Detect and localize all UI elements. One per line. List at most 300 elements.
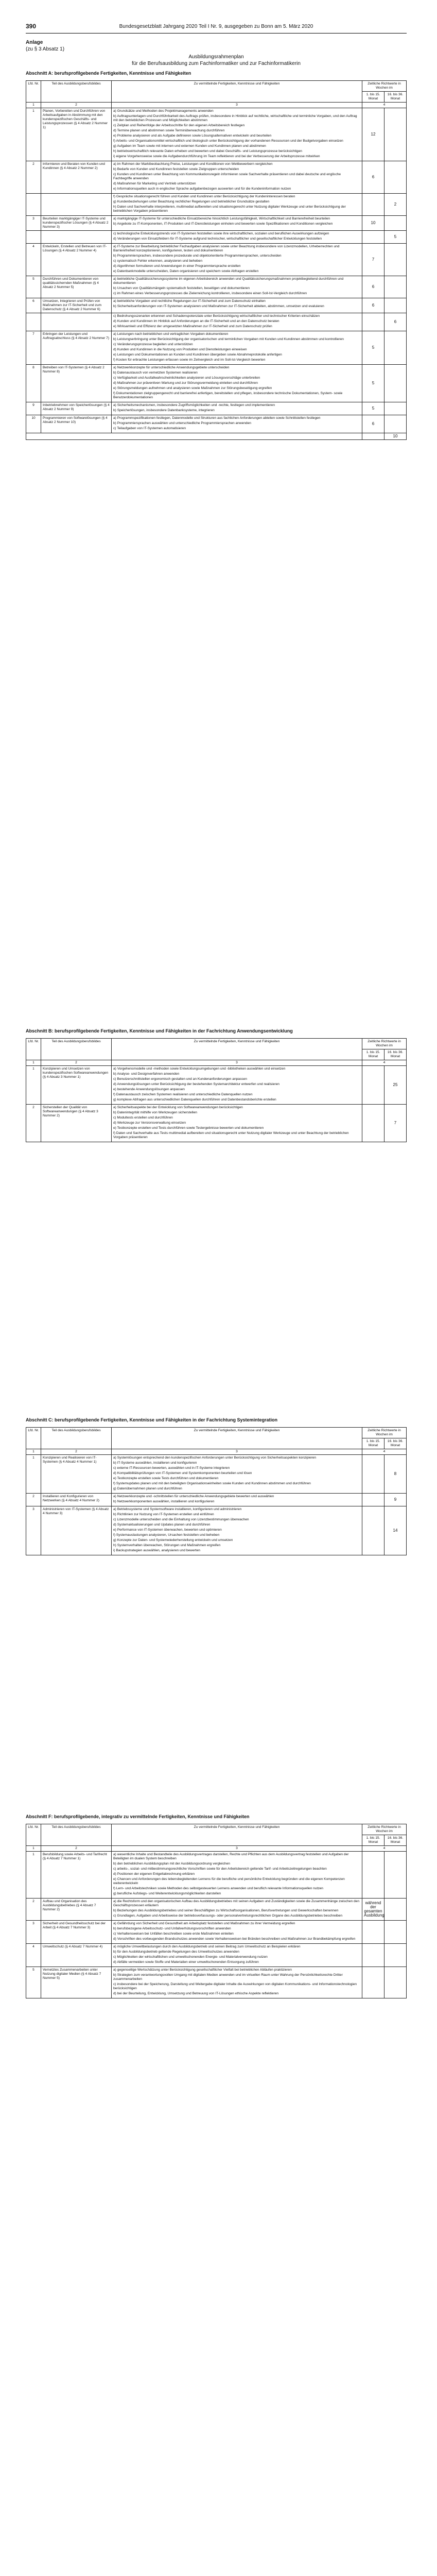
section-title: Abschnitt F: berufsprofilgebende, integrativ zu vermittelnde Fertigkeiten, Kenntnisse und Fähigkeiten — [26, 1814, 250, 1819]
table-row — [26, 415, 407, 433]
col-number: 4 — [362, 1449, 407, 1455]
list-item: b) Angebote zu IT-Komponenten, IT-Produkten und IT-Dienstleistungen einholen und bewerten sowie Spezifikationen und Konditionen vergleichen — [113, 222, 333, 226]
col-header-nr: Lfd. Nr. — [26, 81, 41, 103]
list-item: a) marktgängige IT-Systeme für unterschiedliche Einsatzbereiche hinsichtlich Leistungsfähigkeit, Wirtschaftlichkeit und Barrierefreiheit beurteilen — [113, 217, 330, 221]
anlage-block — [26, 39, 64, 53]
col-header-m1: 1. bis 15. Monat — [362, 1049, 384, 1060]
row-weeks-m1 — [362, 313, 384, 331]
list-item: g) komplexe Abfragen aus unterschiedlichen Datenquellen durchführen und Datenbestandsberichte erstellen — [113, 1098, 276, 1101]
list-item: e) Leistungen und Dokumentationen an Kunden und Kundinnen übergeben sowie Abnahmeprotokolle anfertigen — [113, 353, 282, 357]
row-berufsbild-part: Erbringen der Leistungen und Auftragsabschluss (§ 4 Absatz 2 Nummer 7) — [41, 331, 112, 365]
row-items — [112, 216, 362, 231]
col-header-zeit: Zeitliche Richtwerte in Wochen im — [362, 81, 407, 92]
row-berufsbild-part: Sicherstellen der Qualität von Softwareanwendungen (§ 4 Absatz 3 Nummer 2) — [41, 1105, 112, 1142]
list-item: f) Lern- und Arbeitstechniken sowie Methoden des selbstgesteuerten Lernens anwenden und beruflich relevante Informationsquellen nutzen — [113, 1887, 323, 1890]
list-item: i) eigene Vorgehensweise sowie die Aufgabendurchführung im Team reflektieren und bei der Verbesserung der Arbeitsprozesse mitwirken — [113, 155, 320, 158]
list-item: a) Netzwerkkonzepte und -schnittstellen für unterschiedliche Anwendungsgebiete bewerten und auswählen — [113, 1495, 274, 1498]
list-item: a) Sicherheitsmechanismen, insbesondere Zugriffsmöglichkeiten und -rechte, festlegen und implementieren — [113, 403, 275, 407]
table-row — [26, 1899, 407, 1921]
row-weeks-m1 — [362, 1967, 384, 1998]
table-row — [26, 365, 407, 402]
list-item: d) Werkzeuge zur Versionsverwaltung einsetzen — [113, 1121, 186, 1125]
list-item: b) Datenintegrität mithilfe von Werkzeugen sicherstellen — [113, 1111, 197, 1114]
row-number — [26, 313, 41, 331]
list-item: f) Kosten für erbrachte Leistungen erfassen sowie im Zeitvergleich und im Soll-Ist-Vergleich bewerten — [113, 358, 266, 362]
row-berufsbild-part: Programmieren von Softwarelösungen (§ 4 Absatz 2 Nummer 10) — [41, 415, 112, 433]
list-item: a) IT-Systeme zur Bearbeitung betrieblicher Fachaufgaben analysieren sowie unter Beachtung insbesondere von Lizenzmodellen, Urheberrechten und Barrierefreiheit konzeptionieren, konfigurieren, testen und dokumentieren — [113, 245, 340, 252]
col-number: 2 — [41, 1060, 112, 1066]
col-header-nr: Lfd. Nr. — [26, 1039, 41, 1060]
list-item: d) Kompatibilitätsprüfungen von IT-Systemen und Systemkomponenten beurteilen und lösen — [113, 1471, 252, 1475]
col-header-zeit: Zeitliche Richtwerte in Wochen im — [362, 1039, 407, 1049]
list-item: d) Kunden und Kundinnen in die Nutzung von Produkten und Dienstleistungen einweisen — [113, 348, 247, 351]
row-items — [112, 1967, 362, 1998]
col-number: 3 — [112, 1449, 362, 1455]
row-number: 1 — [26, 1066, 41, 1105]
row-berufsbild-part: Informieren und Beraten von Kunden und Kundinnen (§ 4 Absatz 2 Nummer 2) — [41, 161, 112, 194]
curriculum-table — [26, 1427, 407, 1555]
col-header-m2: 16. bis 36. Monat — [384, 92, 407, 103]
table-row — [26, 194, 407, 216]
list-item: a) Betriebssysteme und Systemsoftware installieren, konfigurieren und administrieren — [113, 1507, 242, 1511]
col-header-nr: Lfd. Nr. — [26, 1824, 41, 1846]
row-berufsbild-part: Umsetzen, Integrieren und Prüfen von Maßnahmen zur IT-Sicherheit und zum Datenschutz (§ 4 Absatz 2 Nummer 6) — [41, 298, 112, 313]
col-number: 3 — [112, 103, 362, 108]
col-header-teil: Teil des Ausbildungsberufsbildes — [41, 81, 112, 103]
row-number: 1 — [26, 1455, 41, 1494]
row-items — [112, 1899, 362, 1921]
row-items — [112, 415, 362, 433]
table-row — [26, 1852, 407, 1899]
row-berufsbild-part: Inbetriebnehmen von Speicherlösungen (§ 4 Absatz 2 Nummer 9) — [41, 402, 112, 415]
table-row — [26, 1494, 407, 1506]
col-header-teil: Teil des Ausbildungsberufsbildes — [41, 1039, 112, 1060]
row-number: 3 — [26, 1921, 41, 1944]
list-item: e) bestehende Anwendungslösungen anpassen — [113, 1088, 185, 1091]
row-items — [112, 1852, 362, 1899]
list-item: d) Maßnahmen zur präventiven Wartung und zur Störungsvermeidung einleiten und durchführen — [113, 381, 258, 385]
table-row — [26, 161, 407, 194]
row-number: 5 — [26, 276, 41, 298]
list-item: f) Systemupdates planen und mit den beteiligten Organisationseinheiten sowie Kunden und Kundinnen abstimmen und durchführen — [113, 1482, 311, 1485]
row-weeks-m2 — [384, 298, 407, 313]
section-title: Abschnitt A: berufsprofilgebende Fertigkeiten, Kenntnisse und Fähigkeiten — [26, 71, 191, 76]
row-weeks-m1: 6 — [362, 298, 384, 313]
col-number: 1 — [26, 103, 41, 108]
row-weeks-m2 — [384, 365, 407, 402]
row-berufsbild-part: Beurteilen marktgängiger IT-Systeme und kundenspezifischer Lösungen (§ 4 Absatz 2 Nummer 3) — [41, 216, 112, 231]
col-header-teil: Teil des Ausbildungsberufsbildes — [41, 1824, 112, 1846]
row-weeks-m1: 10 — [362, 216, 384, 231]
row-items — [112, 1506, 362, 1555]
list-item: c) Modultests erstellen und durchführen — [113, 1116, 173, 1120]
row-number: 2 — [26, 1105, 41, 1142]
list-item: b) Programmiersprachen auswählen und unterschiedliche Programmiersprachen anwenden — [113, 421, 251, 425]
table-row — [26, 108, 407, 161]
list-item: b) Netzwerkkomponenten auswählen, installieren und konfigurieren — [113, 1500, 215, 1503]
table-row — [26, 216, 407, 231]
list-item: b) Datenaustausch von vernetzten Systemen realisieren — [113, 371, 198, 375]
row-berufsbild-part: Konzipieren und Realisieren von IT-Systemen (§ 4 Absatz 4 Nummer 1) — [41, 1455, 112, 1494]
row-items — [112, 1066, 362, 1105]
list-item: a) Netzwerkkonzepte für unterschiedliche Anwendungsgebiete unterscheiden — [113, 366, 230, 369]
table-row — [26, 244, 407, 276]
list-item: f) Arbeits- und Organisationsmittel wirtschaftlich und ökologisch unter Berücksichtigung der vorhandenen Ressourcen und der Budgetvorgaben einsetzen — [113, 139, 343, 143]
rahmenplan-line-1: Ausbildungsrahmenplan — [188, 54, 244, 60]
col-number: 4 — [362, 1060, 407, 1066]
list-item: f) Datenaustausch zwischen Systemen realisieren und unterschiedliche Datenquellen nutzen — [113, 1093, 253, 1096]
list-item: f) Dokumentationen zielgruppengerecht und barrierefrei anfertigen, bereitstellen und pflegen, insbesondere technische Dokumentationen, System- sowie Benutzerdokumentationen — [113, 392, 343, 399]
list-item: d) Maßnahmen für Marketing und Vertrieb unterstützen — [113, 182, 196, 185]
row-items — [112, 108, 362, 161]
list-item: d) Algorithmen formulieren und Anwendungen in einer Programmiersprache erstellen — [113, 264, 241, 268]
list-item: f) Gespräche situationsgerecht führen und Kunden und Kundinnen unter Berücksichtigung der Kundeninteressen beraten — [113, 195, 295, 198]
list-item: e) Datenbankmodelle unterscheiden, Daten organisieren und speichern sowie Abfragen erstellen — [113, 269, 259, 273]
list-item: b) Beziehungen des Ausbildungsbetriebes und seiner Beschäftigten zu Wirtschaftsorganisationen, Berufsvertretungen und Gewerkschaften benennen — [113, 1909, 339, 1912]
row-weeks-m2: 8 — [384, 1455, 407, 1494]
list-item: a) Systemlösungen entsprechend den kundenspezifischen Anforderungen unter Berücksichtigung von Sicherheitsaspekten konzipieren — [113, 1456, 317, 1460]
list-item: d) Abfälle vermeiden sowie Stoffe und Materialien einer umweltschonenden Entsorgung zuführen — [113, 1960, 259, 1964]
col-header-fert: Zu vermittelnde Fertigkeiten, Kenntnisse und Fähigkeiten — [112, 1824, 362, 1846]
row-items — [112, 194, 362, 216]
col-number: 2 — [41, 1846, 112, 1852]
list-item: d) Positionen der eigenen Entgeltabrechnung erklären — [113, 1872, 195, 1876]
row-weeks-m1 — [362, 1066, 384, 1105]
curriculum-table — [26, 80, 407, 440]
list-item: g) Kundenbeziehungen unter Beachtung rechtlicher Regelungen und betrieblicher Grundsätze gestalten — [113, 200, 270, 204]
row-weeks-m2 — [384, 1899, 407, 1921]
row-berufsbild-part — [41, 231, 112, 244]
row-weeks-m1 — [362, 231, 384, 244]
table-row — [26, 313, 407, 331]
col-number: 1 — [26, 1060, 41, 1066]
row-number — [26, 194, 41, 216]
row-number: 8 — [26, 365, 41, 402]
table-row — [26, 1967, 407, 1998]
col-number: 3 — [112, 1846, 362, 1852]
running-header — [26, 23, 407, 30]
row-number: 9 — [26, 402, 41, 415]
list-item: b) Speicherlösungen, insbesondere Datenbanksysteme, integrieren — [113, 409, 215, 412]
row-number — [26, 231, 41, 244]
rahmenplan-line-2: für die Berufsausbildung zum Fachinformatiker und zur Fachinformatikerin — [132, 61, 301, 66]
row-weeks-m1: 7 — [362, 244, 384, 276]
list-item: b) Strategien zum verantwortungsvollen Umgang mit digitalen Medien anwenden und im virtuellen Raum unter Wahrung der Persönlichkeitsrechte Dritter zusammenarbeiten — [113, 1973, 343, 1981]
row-weeks-m1: 6 — [362, 415, 384, 433]
col-header-fert: Zu vermittelnde Fertigkeiten, Kenntnisse und Fähigkeiten — [112, 1039, 362, 1060]
list-item: f) Daten und Sachverhalte aus Tests multimedial aufbereiten und situationsgerecht unter Nutzung digitaler Werkzeuge und unter Beachtung der betrieblichen Vorgaben präsentieren — [113, 1131, 349, 1139]
curriculum-table — [26, 1038, 407, 1142]
row-weeks-m2 — [384, 1967, 407, 1998]
row-berufsbild-part: Betreiben von IT-Systemen (§ 4 Absatz 2 Nummer 8) — [41, 365, 112, 402]
list-item: e) Probleme analysieren und als Aufgabe definieren sowie Lösungsalternativen entwickeln und beurteilen — [113, 134, 272, 138]
list-item: b) Ursachen von Qualitätsmängeln systematisch feststellen, beseitigen und dokumentieren — [113, 286, 250, 290]
row-berufsbild-part: Installieren und Konfigurieren von Netzwerken (§ 4 Absatz 4 Nummer 2) — [41, 1494, 112, 1506]
list-item: c) Benutzerschnittstellen ergonomisch gestalten und an Kundenanforderungen anpassen — [113, 1077, 247, 1081]
row-items — [112, 276, 362, 298]
row-items — [112, 1455, 362, 1494]
list-item: d) bei der Beurteilung, Entwicklung, Umsetzung und Betreuung von IT-Lösungen ethische Aspekte reflektieren — [113, 1992, 279, 1995]
list-item: c) insbesondere bei der Speicherung, Darstellung und Weitergabe digitaler Inhalte die Auswirkungen von digitalen Kommunikations- und Informationstechnologien berücksichtigen — [113, 1982, 357, 1990]
row-weeks-m1 — [362, 1506, 384, 1555]
row-weeks-m2: 9 — [384, 1494, 407, 1506]
table-row — [26, 276, 407, 298]
total-m2: 10 — [384, 433, 407, 440]
row-weeks-m2: 5 — [384, 231, 407, 244]
list-item: a) im Rahmen der Marktbeobachtung Preise, Leistungen und Konditionen von Wettbewerbern vergleichen — [113, 162, 273, 166]
list-item: e) Störungsmeldungen aufnehmen und analysieren sowie Maßnahmen zur Störungsbeseitigung ergreifen — [113, 386, 272, 390]
row-number: 2 — [26, 161, 41, 194]
table-row — [26, 1105, 407, 1142]
row-weeks-m1: 6 — [362, 161, 384, 194]
list-item: e) Wirksamkeit und Effizienz der umgesetzten Maßnahmen zur IT-Sicherheit und zum Datenschutz prüfen — [113, 325, 272, 328]
col-header-fert: Zu vermittelnde Fertigkeiten, Kenntnisse und Fähigkeiten — [112, 81, 362, 103]
list-item: b) Bedarfe von Kunden und Kundinnen feststellen sowie Zielgruppen unterscheiden — [113, 167, 239, 171]
list-item: c) arbeits-, sozial- und mitbestimmungsrechtliche Vorschriften sowie für den Arbeitsbereich geltende Tarif- und Arbeitszeitregelungen beachten — [113, 1867, 327, 1871]
row-number: 3 — [26, 1506, 41, 1555]
row-berufsbild-part: Vernetztes Zusammenarbeiten unter Nutzung digitaler Medien (§ 4 Absatz 7 Nummer 5) — [41, 1967, 112, 1998]
table-row — [26, 231, 407, 244]
list-item: d) Systemaktualisierungen und Updates planen und durchführen — [113, 1523, 211, 1527]
row-items — [112, 331, 362, 365]
row-weeks-m2 — [384, 1852, 407, 1899]
row-weeks-m1: 5 — [362, 365, 384, 402]
table-row — [26, 1455, 407, 1494]
row-items — [112, 365, 362, 402]
col-header-m2: 16. bis 36. Monat — [384, 1049, 407, 1060]
row-number: 2 — [26, 1899, 41, 1921]
anlage-ref: (zu § 3 Absatz 1) — [26, 46, 65, 52]
row-weeks-m1: während der gesamten Ausbildung — [362, 1899, 384, 1921]
list-item: a) die Rechtsform und den organisatorischen Aufbau des Ausbildungsbetriebes mit seinen Aufgaben und Zuständigkeiten sowie die Zusammenhänge zwischen den Geschäftsprozessen erläutern — [113, 1900, 359, 1907]
list-item: c) Veränderungsprozesse begleiten und unterstützen — [113, 343, 193, 346]
col-header-m1: 1. bis 15. Monat — [362, 92, 384, 103]
row-number: 10 — [26, 415, 41, 433]
curriculum-table — [26, 1824, 407, 1998]
row-items — [112, 161, 362, 194]
list-item: c) Kunden und Kundinnen unter Beachtung von Kommunikationsregeln informieren sowie Sachverhalte präsentieren und dabei deutsche und englische Fachbegriffe anwenden — [113, 173, 341, 180]
row-items — [112, 313, 362, 331]
list-item: c) Bedrohungsszenarien erkennen und Schadenspotenziale unter Berücksichtigung wirtschaftlicher und technischer Kriterien einschätzen — [113, 314, 320, 318]
row-number: 2 — [26, 1494, 41, 1506]
row-number: 5 — [26, 1967, 41, 1998]
row-weeks-m2 — [384, 276, 407, 298]
row-weeks-m2 — [384, 331, 407, 365]
col-header-nr: Lfd. Nr. — [26, 1428, 41, 1449]
row-number: 4 — [26, 244, 41, 276]
col-header-fert: Zu vermittelnde Fertigkeiten, Kenntnisse und Fähigkeiten — [112, 1428, 362, 1449]
list-item: c) technologische Entwicklungstrends von IT-Systemen feststellen sowie ihre wirtschaftlichen, sozialen und beruflichen Auswirkungen aufzeigen — [113, 232, 329, 235]
table-row — [26, 402, 407, 415]
table-row — [26, 1944, 407, 1967]
row-number: 1 — [26, 1852, 41, 1899]
row-berufsbild-part: Durchführen und Dokumentieren von qualitätssichernden Maßnahmen (§ 4 Absatz 2 Nummer 5) — [41, 276, 112, 298]
row-weeks-m1: 12 — [362, 108, 384, 161]
section-title: Abschnitt C: berufsprofilgebende Fertigkeiten, Kenntnisse und Fähigkeiten in der Fachrichtung Systemintegration — [26, 1417, 278, 1422]
col-number: 2 — [41, 103, 112, 108]
list-item: g) Konzepte zur Daten- und Systemwiederherstellung entwickeln und umsetzen — [113, 1538, 233, 1542]
list-item: c) im Rahmen eines Verbesserungsprozesses die Zielerreichung kontrollieren, insbesondere einen Soll-Ist-Vergleich durchführen — [113, 292, 307, 295]
list-item: h) Systemverhalten überwachen, Störungen und Maßnahmen ergreifen — [113, 1544, 221, 1547]
row-items — [112, 244, 362, 276]
list-item: a) Grundsätze und Methoden des Projektmanagements anwenden — [113, 109, 214, 113]
rahmenplan-heading — [26, 54, 407, 67]
list-item: a) Leistungen nach betrieblichen und vertraglichen Vorgaben dokumentieren — [113, 332, 229, 336]
list-item: c) Verfügbarkeit und Ausfallwahrscheinlichkeiten analysieren und Lösungsvorschläge unterbreiten — [113, 376, 260, 380]
running-title: Bundesgesetzblatt Jahrgang 2020 Teil I Nr. 9, ausgegeben zu Bonn am 5. März 2020 — [119, 24, 313, 29]
row-weeks-m1 — [362, 194, 384, 216]
list-item: a) betriebliche Qualitätssicherungssysteme im eigenen Arbeitsbereich anwenden und Qualitätssicherungsmaßnahmen projektbegleitend durchführen und dokumentieren — [113, 277, 344, 285]
row-weeks-m2: 7 — [384, 1105, 407, 1142]
row-weeks-m1 — [362, 1455, 384, 1494]
col-number: 1 — [26, 1846, 41, 1852]
row-berufsbild-part: Aufbau und Organisation des Ausbildungsbetriebes (§ 4 Absatz 7 Nummer 2) — [41, 1899, 112, 1921]
row-number: 6 — [26, 298, 41, 313]
table-row — [26, 1506, 407, 1555]
list-item: c) Teilaufgaben von IT-Systemen automatisieren — [113, 427, 186, 430]
row-weeks-m2 — [384, 1944, 407, 1967]
row-weeks-m1 — [362, 1105, 384, 1142]
row-weeks-m2: 14 — [384, 1506, 407, 1555]
list-item: a) Sicherheitsaspekte bei der Entwicklung von Softwareanwendungen berücksichtigen — [113, 1106, 243, 1109]
list-item: e) Testkonzepte erstellen sowie Tests durchführen und dokumentieren — [113, 1477, 219, 1480]
row-weeks-m1: 5 — [362, 402, 384, 415]
col-header-zeit: Zeitliche Richtwerte in Wochen im — [362, 1428, 407, 1438]
col-header-teil: Teil des Ausbildungsberufsbildes — [41, 1428, 112, 1449]
row-items — [112, 1494, 362, 1506]
list-item: c) Verhaltensweisen bei Unfällen beschreiben sowie erste Maßnahmen einleiten — [113, 1932, 234, 1936]
total-row — [26, 433, 407, 440]
list-item: c) Möglichkeiten der wirtschaftlichen und umweltschonenden Energie- und Materialverwendung nutzen — [113, 1955, 268, 1959]
list-item: b) Programmiersprachen, insbesondere prozedurale und objektorientierte Programmiersprachen, unterscheiden — [113, 254, 282, 258]
col-header-m1: 1. bis 15. Monat — [362, 1835, 384, 1846]
list-item: a) wesentliche Inhalte und Bestandteile des Ausbildungsvertrages darstellen, Rechte und Pflichten aus dem Ausbildungsvertrag feststellen und Aufgaben der Beteiligten im dualen System beschreiben — [113, 1853, 349, 1860]
row-berufsbild-part: Entwickeln, Erstellen und Betreuen von IT-Lösungen (§ 4 Absatz 2 Nummer 4) — [41, 244, 112, 276]
row-weeks-m1 — [362, 1494, 384, 1506]
col-header-m2: 16. bis 36. Monat — [384, 1835, 407, 1846]
list-item: d) Kunden und Kundinnen im Hinblick auf Anforderungen an die IT-Sicherheit und an den Datenschutz beraten — [113, 319, 279, 323]
table-row — [26, 298, 407, 313]
list-item: d) Termine planen und abstimmen sowie Terminüberwachung durchführen — [113, 129, 225, 132]
row-weeks-m1: 5 — [362, 331, 384, 365]
list-item: d) Veränderungen von Einsatzfeldern für IT-Systeme aufgrund technischer, wirtschaftlicher und gesellschaftlicher Entwicklungen feststellen — [113, 237, 322, 241]
list-item: i) Backupstrategien auswählen, analysieren und bewerten — [113, 1549, 200, 1552]
row-weeks-m2: 6 — [384, 313, 407, 331]
list-item: e) Chancen und Anforderungen des lebensbegleitenden Lernens für die berufliche und persönliche Entwicklung begründen und die eigenen Kompetenzen weiterentwickeln — [113, 1877, 345, 1885]
row-berufsbild-part: Konzipieren und Umsetzen von kundenspezifischen Softwareanwendungen (§ 4 Absatz 3 Nummer 1) — [41, 1066, 112, 1105]
list-item: a) betriebliche Vorgaben und rechtliche Regelungen zur IT-Sicherheit und zum Datenschutz einhalten — [113, 299, 266, 303]
row-berufsbild-part: Administrieren von IT-Systemen (§ 4 Absatz 4 Nummer 3) — [41, 1506, 112, 1555]
list-item: b) Analyse- und Designverfahren anwenden — [113, 1072, 180, 1076]
list-item: b) berufsbezogene Arbeitsschutz- und Unfallverhütungsvorschriften anwenden — [113, 1927, 231, 1930]
col-number: 4 — [362, 1846, 407, 1852]
row-berufsbild-part — [41, 313, 112, 331]
row-items — [112, 231, 362, 244]
list-item: a) gegenseitige Wertschätzung unter Berücksichtigung gesellschaftlicher Vielfalt bei betrieblichen Abläufen praktizieren — [113, 1968, 292, 1972]
row-items — [112, 402, 362, 415]
row-berufsbild-part: Sicherheit und Gesundheitsschutz bei der Arbeit (§ 4 Absatz 7 Nummer 3) — [41, 1921, 112, 1944]
col-header-m2: 16. bis 36. Monat — [384, 1438, 407, 1449]
row-number: 7 — [26, 331, 41, 365]
table-row — [26, 1921, 407, 1944]
col-number: 3 — [112, 1060, 362, 1066]
col-number: 4 — [362, 103, 407, 108]
list-item: g) Datenübernahmen planen und durchführen — [113, 1487, 182, 1490]
list-item: e) Testkonzepte erstellen und Tests durchführen sowie Testergebnisse bewerten und dokumentieren — [113, 1126, 264, 1130]
list-item: a) Vorgehensmodelle und -methoden sowie Entwicklungsumgebungen und -bibliotheken auswählen und einsetzen — [113, 1067, 286, 1071]
row-weeks-m1: 6 — [362, 276, 384, 298]
list-item: a) mögliche Umweltbelastungen durch den Ausbildungsbetrieb und seinen Beitrag zum Umweltschutz an Beispielen erklären — [113, 1945, 301, 1948]
section-title: Abschnitt B: berufsprofilgebende Fertigkeiten, Kenntnisse und Fähigkeiten in der Fachrichtung Anwendungsentwicklung — [26, 1028, 293, 1033]
list-item: c) Lizenzmodelle unterscheiden und die Einhaltung von Lizenzbestimmungen überwachen — [113, 1518, 249, 1521]
row-weeks-m2 — [384, 108, 407, 161]
row-weeks-m2: 25 — [384, 1066, 407, 1105]
row-number: 4 — [26, 1944, 41, 1967]
row-weeks-m2 — [384, 161, 407, 194]
row-items — [112, 1944, 362, 1967]
row-weeks-m2 — [384, 244, 407, 276]
list-item: c) externe IT-Ressourcen bewerten, auswählen und in IT-Systeme integrieren — [113, 1466, 230, 1470]
row-number: 3 — [26, 216, 41, 231]
row-weeks-m2 — [384, 402, 407, 415]
list-item: d) Vorschriften des vorbeugenden Brandschutzes anwenden sowie Verhaltensweisen bei Bränden beschreiben und Maßnahmen zur Brandbekämpfung ergreifen — [113, 1937, 356, 1941]
list-item: b) Richtlinien zur Nutzung von IT-Systemen erstellen und einführen — [113, 1513, 214, 1516]
row-weeks-m1 — [362, 1921, 384, 1944]
row-weeks-m2 — [384, 1921, 407, 1944]
list-item: g) berufliche Aufstiegs- und Weiterentwicklungsmöglichkeiten darstellen — [113, 1892, 221, 1895]
anlage-title: Anlage — [26, 40, 43, 45]
row-number: 1 — [26, 108, 41, 161]
row-berufsbild-part — [41, 194, 112, 216]
row-weeks-m1 — [362, 1944, 384, 1967]
list-item: b) IT-Systeme auswählen, installieren und konfigurieren — [113, 1461, 197, 1465]
list-item: e) Informationsquellen auch in englischer Sprache aufgabenbezogen auswerten und für die Kundeninformation nutzen — [113, 187, 291, 191]
list-item: b) Leistungserbringung unter Berücksichtigung der organisatorischen und terminlichen Vorgaben mit Kunden und Kundinnen abstimmen und kontrollieren — [113, 337, 344, 341]
list-item: f) Systemauslastungen analysieren, Ursachen feststellen und beheben — [113, 1533, 220, 1537]
row-berufsbild-part: Berufsbildung sowie Arbeits- und Tarifrecht (§ 4 Absatz 7 Nummer 1) — [41, 1852, 112, 1899]
col-number: 2 — [41, 1449, 112, 1455]
list-item: b) für den Ausbildungsbetrieb geltende Regelungen des Umweltschutzes anwenden — [113, 1950, 239, 1954]
row-weeks-m1 — [362, 1852, 384, 1899]
list-item: c) Grundlagen, Aufgaben und Arbeitsweise der betriebsverfassungs- oder personalvertretungsrechtlichen Organe des Ausbildungsbetriebes beschreiben — [113, 1914, 342, 1918]
list-item: e) Performance von IT-Systemen überwachen, bewerten und optimieren — [113, 1528, 222, 1532]
row-items — [112, 1105, 362, 1142]
row-berufsbild-part: Planen, Vorbereiten und Durchführen von Arbeitsaufgaben in Abstimmung mit den kundenspezifischen Geschäfts- und Leistungsprozessen (§ 4 Absatz 2 Nummer 1) — [41, 108, 112, 161]
total-m1 — [362, 433, 384, 440]
list-item: a) Programmspezifikationen festlegen, Datenmodelle und Strukturen aus fachlichen Anforderungen ableiten sowie Schnittstellen festlegen — [113, 416, 321, 420]
list-item: h) Daten und Sachverhalte interpretieren, multimedial aufbereiten und situationsgerecht unter Nutzung digitaler Werkzeuge und unter Berücksichtigung der betrieblichen Vorgaben präsentieren — [113, 205, 346, 213]
table-row — [26, 1066, 407, 1105]
list-item: b) Auftragsunterlagen und Durchführbarkeit des Auftrags prüfen, insbesondere in Hinblick auf rechtliche, wirtschaftliche und terminliche Vorgaben, und den Auftrag mit den betrieblichen Prozessen und Möglichkeiten abstimmen — [113, 114, 357, 122]
list-item: c) systematisch Fehler erkennen, analysieren und beheben — [113, 259, 203, 263]
table-row — [26, 331, 407, 365]
list-item: b) Sicherheitsanforderungen von IT-Systemen analysieren und Maßnahmen zur IT-Sicherheit ableiten, abstimmen, umsetzen und evaluieren — [113, 304, 324, 308]
row-items — [112, 1921, 362, 1944]
row-weeks-m2: 2 — [384, 194, 407, 216]
total-label — [26, 433, 362, 440]
row-items — [112, 298, 362, 313]
row-weeks-m2 — [384, 216, 407, 231]
row-weeks-m2 — [384, 415, 407, 433]
list-item: a) Gefährdung von Sicherheit und Gesundheit am Arbeitsplatz feststellen und Maßnahmen zu ihrer Vermeidung ergreifen — [113, 1922, 295, 1925]
list-item: d) Anwendungslösungen unter Berücksichtigung der bestehenden Systemarchitektur entwerfen und realisieren — [113, 1082, 279, 1086]
list-item: h) betriebswirtschaftlich relevante Daten erheben und bewerten und dabei Geschäfts- und Leistungsprozesse berücksichtigen — [113, 149, 302, 153]
list-item: g) Aufgaben im Team sowie mit internen und externen Kunden und Kundinnen planen und abstimmen — [113, 144, 266, 148]
list-item: b) den betrieblichen Ausbildungsplan mit der Ausbildungsordnung vergleichen — [113, 1862, 230, 1866]
list-item: c) Zeitplan und Reihenfolge der Arbeitsschritte für den eigenen Arbeitsbereich festlegen — [113, 124, 245, 127]
row-berufsbild-part: Umweltschutz (§ 4 Absatz 7 Nummer 4) — [41, 1944, 112, 1967]
col-header-m1: 1. bis 15. Monat — [362, 1438, 384, 1449]
